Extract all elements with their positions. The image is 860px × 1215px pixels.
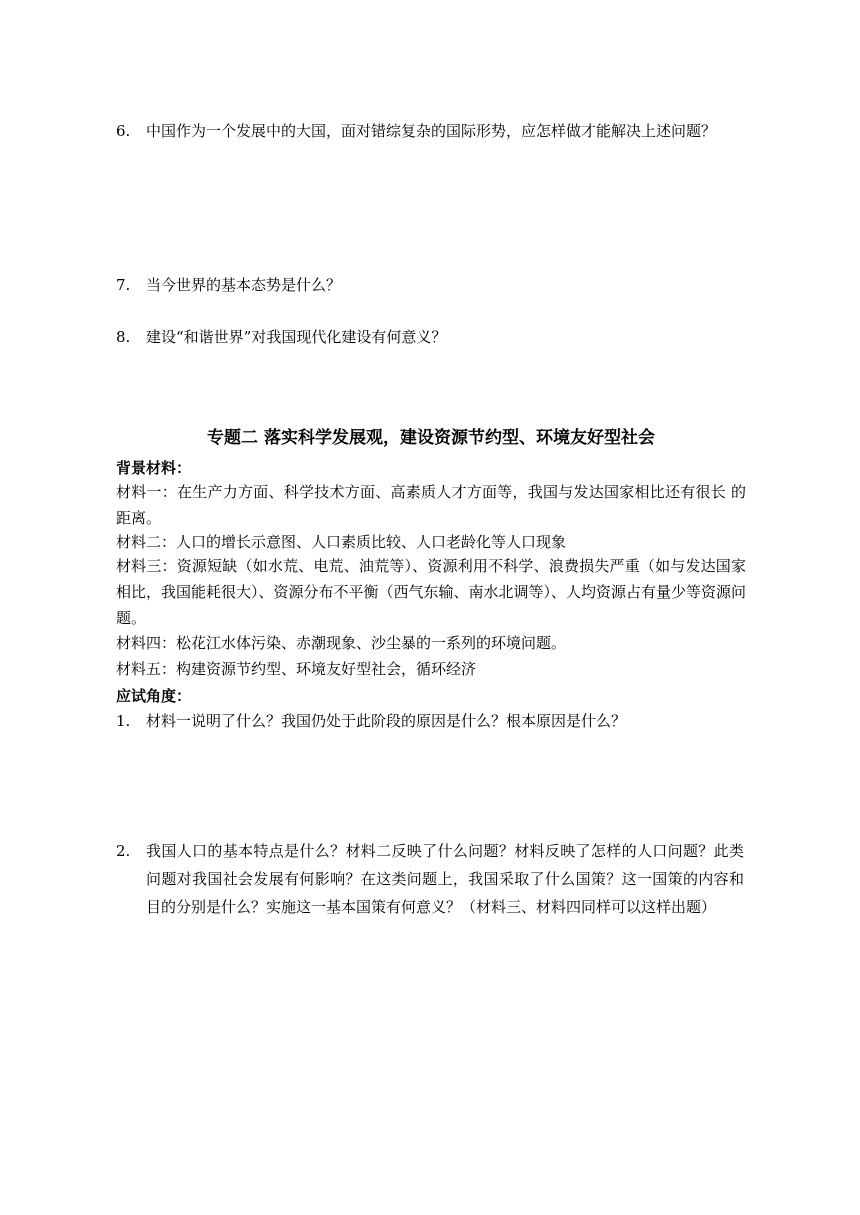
question-number: 6.: [116, 122, 131, 140]
question-text: 当今世界的基本态势是什么？: [146, 276, 342, 294]
material-4: 材料四：松花江水体污染、赤潮现象、沙尘暴的一系列的环境问题。: [116, 634, 567, 652]
material-1: 材料一：在生产力方面、科学技术方面、高素质人才方面等，我国与发达国家相比还有很长 的距离。: [116, 483, 746, 527]
question-6: [116, 117, 746, 173]
question-number: 7.: [116, 276, 131, 294]
background-heading: 背景材料：: [116, 459, 192, 477]
question-number: 2.: [116, 842, 131, 860]
question-text: 中国作为一个发展中的大国，面对错综复杂的国际形势，应怎样做才能解决上述问题？: [146, 122, 717, 140]
question-number: 8.: [116, 328, 131, 346]
question-text: 材料一说明了什么？我国仍处于此阶段的原因是什么？根本原因是什么？: [146, 712, 627, 730]
material-5: 材料五：构建资源节约型、环境友好型社会，循环经济: [116, 660, 477, 678]
question-number: 1.: [116, 712, 131, 730]
exam-heading: 应试角度：: [116, 687, 192, 705]
material-3: 材料三：资源短缺（如水荒、电荒、油荒等）、资源利用不科学、浪费损失严重（如与发达国家相比，我国能耗很大）、资源分布不平衡（西气东输、南水北调等）、人均资源占有量少等资源问题。: [116, 557, 747, 627]
question-text: 我国人口的基本特点是什么？材料二反映了什么问题？材料反映了怎样的人口问题？此类问题对我国社会发展有何影响？在这类问题上，我国采取了什么国策？这一国策的内容和目的分别是什么？实施这一基本国策有何意义？（材料三、材料四同样可以这样出题）: [146, 842, 744, 916]
question-1: [116, 707, 746, 735]
question-7: [116, 271, 746, 299]
question-8: [116, 323, 746, 351]
question-text: 建设“和谐世界”对我国现代化建设有何意义？: [146, 328, 447, 346]
section-title: 专题二 落实科学发展观，建设资源节约型、环境友好型社会: [207, 428, 655, 448]
material-2: 材料二：人口的增长示意图、人口素质比较、人口老龄化等人口现象: [116, 533, 567, 551]
question-2: [116, 837, 746, 949]
